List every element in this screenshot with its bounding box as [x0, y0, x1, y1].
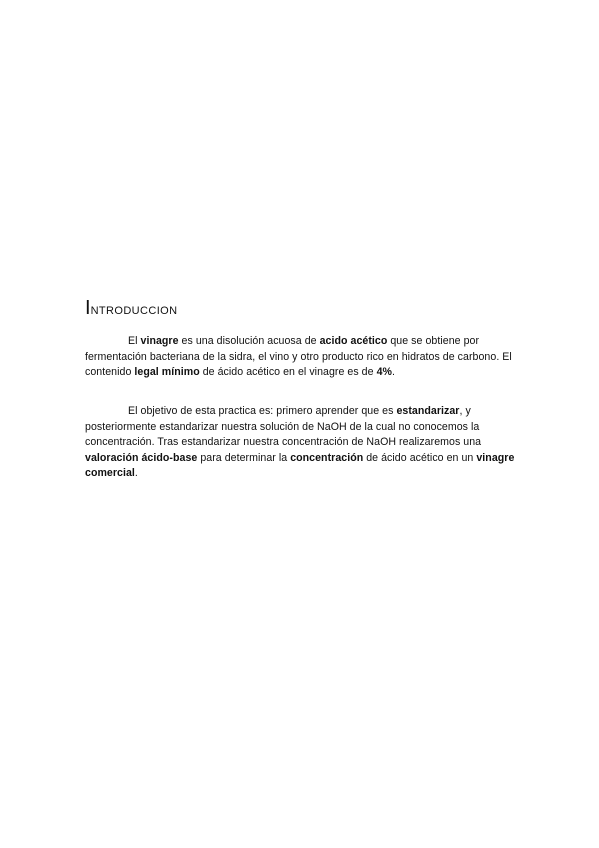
- paragraph-definition: [85, 334, 517, 381]
- text-run: para determinar la: [197, 451, 291, 464]
- bold-term-concentracion: concentración: [290, 451, 364, 464]
- text-run: .: [391, 366, 395, 379]
- heading-small-caps: NTRODUCCION: [90, 305, 178, 317]
- bold-term-vinagre-comercial: vinagre comercial: [85, 451, 515, 480]
- section-heading: [85, 298, 177, 318]
- text-run: de ácido acético en un: [363, 451, 477, 464]
- bold-term-valoracion: valoración ácido-base: [85, 451, 198, 464]
- bold-term-legal-minimo: legal mínimo: [134, 366, 200, 379]
- text-run: de ácido acético en el vinagre es de: [199, 366, 377, 379]
- text-run: que se obtiene por fermentación bacteriana de la sidra, el vino y otro producto rico en hidratos de carbono. El contenido: [85, 335, 512, 379]
- text-run: El objetivo de esta practica es: primero aprender que es: [128, 405, 397, 417]
- bold-term-estandarizar: estandarizar: [396, 405, 460, 417]
- text-run: , y posteriormente estandarizar nuestra solución de NaOH de la cual no conocemos la concentración. Tras estandarizar nuestra concentración de NaOH realizaremos una: [85, 405, 482, 449]
- bold-term-vinagre: vinagre: [140, 335, 179, 347]
- text-run: .: [134, 467, 138, 480]
- heading-initial-cap: I: [85, 297, 91, 319]
- text-run: El: [128, 335, 141, 347]
- paragraph-objective: [85, 404, 517, 482]
- bold-term-percentage: 4%: [376, 366, 392, 379]
- text-run: es una disolución acuosa de: [178, 335, 320, 347]
- bold-term-acido-acetico: acido acético: [319, 335, 388, 347]
